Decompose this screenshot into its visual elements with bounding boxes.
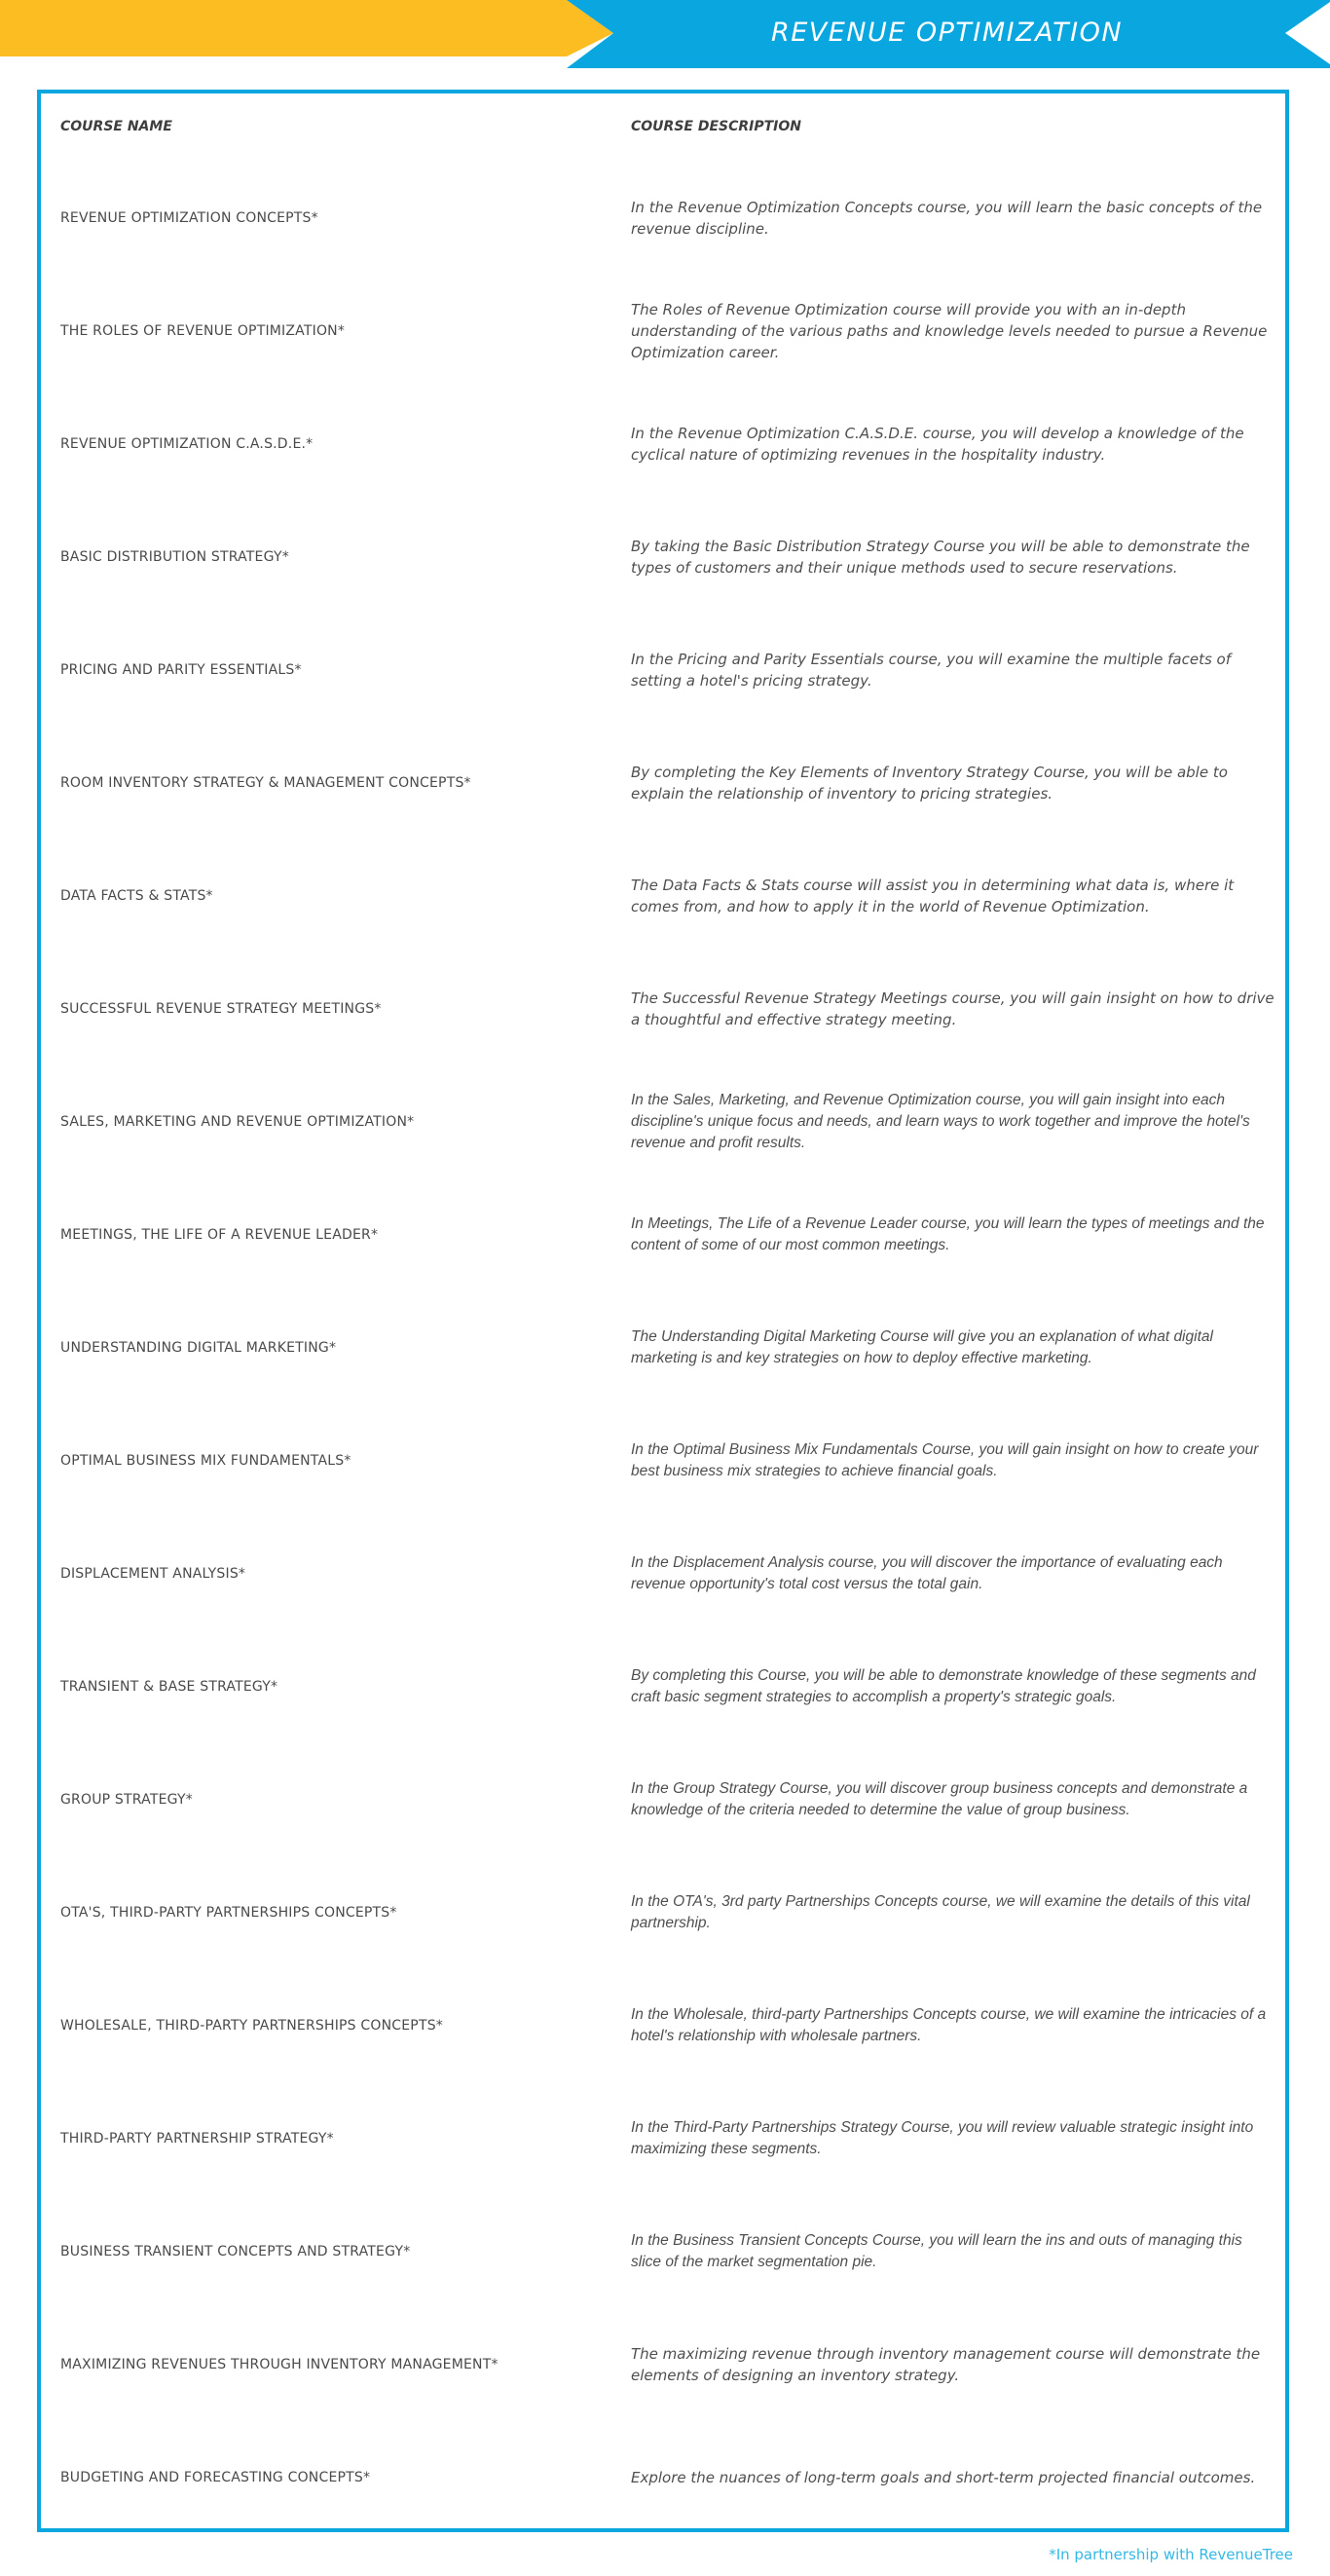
table-row <box>41 1517 1285 1630</box>
table-row <box>41 2082 1285 2195</box>
table-row <box>41 501 1285 614</box>
table-row <box>41 1856 1285 1969</box>
course-description: By taking the Basic Distribution Strategy Course you will be able to demonstrate the types of customers and their unique methods used to secure reservations. <box>631 538 1250 577</box>
table-row <box>41 2308 1285 2421</box>
course-description: In the Optimal Business Mix Fundamentals Course, you will gain insight on how to create your best business mix strategies to achieve financial goals. <box>631 1441 1259 1479</box>
course-name: DATA FACTS & STATS* <box>60 888 213 904</box>
course-name: BUSINESS TRANSIENT CONCEPTS AND STRATEGY* <box>60 2244 411 2259</box>
table-row <box>41 2195 1285 2308</box>
course-name: WHOLESALE, THIRD-PARTY PARTNERSHIPS CONCEPTS* <box>60 2018 443 2034</box>
course-name: ROOM INVENTORY STRATEGY & MANAGEMENT CONCEPTS* <box>60 775 471 791</box>
table-row <box>41 2421 1285 2534</box>
course-description: Explore the nuances of long-term goals and short-term projected financial outcomes. <box>631 2469 1256 2486</box>
course-description: In the Revenue Optimization Concepts course, you will learn the basic concepts of the revenue discipline. <box>631 199 1263 238</box>
course-name: SUCCESSFUL REVENUE STRATEGY MEETINGS* <box>60 1001 382 1017</box>
course-description: In the Displacement Analysis course, you will discover the importance of evaluating each revenue opportunity's total cost versus the total gain. <box>631 1554 1223 1592</box>
course-description: In Meetings, The Life of a Revenue Leader course, you will learn the types of meetings and the content of some of our most common meetings. <box>631 1215 1265 1253</box>
course-name: PRICING AND PARITY ESSENTIALS* <box>60 662 302 678</box>
course-name: REVENUE OPTIMIZATION CONCEPTS* <box>60 210 318 226</box>
course-description: In the Business Transient Concepts Course, you will learn the ins and outs of managing this slice of the market segmentation pie. <box>631 2232 1242 2270</box>
course-description: In the Sales, Marketing, and Revenue Optimization course, you will gain insight into each discipline's unique focus and needs, and learn ways to work together and improve the hotel's revenue and profit results. <box>631 1092 1250 1151</box>
course-description: In the Revenue Optimization C.A.S.D.E. course, you will develop a knowledge of the cyclical nature of optimizing revenues in the hospitality industry. <box>631 425 1244 464</box>
table-header-row <box>41 93 1285 162</box>
course-name: UNDERSTANDING DIGITAL MARKETING* <box>60 1340 337 1356</box>
partnership-footnote: *In partnership with RevenueTree <box>1049 2546 1293 2563</box>
table-row <box>41 1630 1285 1743</box>
course-name: OPTIMAL BUSINESS MIX FUNDAMENTALS* <box>60 1453 351 1469</box>
course-name: BASIC DISTRIBUTION STRATEGY* <box>60 549 289 565</box>
table-row <box>41 275 1285 388</box>
course-description: In the Group Strategy Course, you will discover group business concepts and demonstrate a knowledge of the criteria needed to determine the value of group business. <box>631 1780 1248 1818</box>
course-description: In the Pricing and Parity Essentials course, you will examine the multiple facets of setting a hotel's pricing strategy. <box>631 651 1231 690</box>
table-row <box>41 952 1285 1065</box>
course-description: By completing this Course, you will be able to demonstrate knowledge of these segments and craft basic segment strategies to accomplish a property's strategic goals. <box>631 1667 1256 1705</box>
banner-yellow-arrow <box>0 0 613 56</box>
course-name: REVENUE OPTIMIZATION C.A.S.D.E.* <box>60 436 314 452</box>
course-description: In the OTA's, 3rd party Partnerships Concepts course, we will examine the details of this vital partnership. <box>631 1893 1250 1931</box>
course-description: In the Third-Party Partnerships Strategy Course, you will review valuable strategic insight into maximizing these segments. <box>631 2119 1254 2157</box>
table-row <box>41 1065 1285 1178</box>
column-header-course-description: COURSE DESCRIPTION <box>631 119 802 134</box>
course-name: MEETINGS, THE LIFE OF A REVENUE LEADER* <box>60 1227 379 1243</box>
page-title: REVENUE OPTIMIZATION <box>770 18 1124 48</box>
course-description: In the Wholesale, third-party Partnerships Concepts course, we will examine the intricacies of a hotel's relationship with wholesale partners. <box>631 2006 1267 2044</box>
table-row <box>41 727 1285 840</box>
course-name: THIRD-PARTY PARTNERSHIP STRATEGY* <box>60 2131 334 2147</box>
course-name: THE ROLES OF REVENUE OPTIMIZATION* <box>60 323 346 339</box>
table-row <box>41 162 1285 275</box>
course-name: DISPLACEMENT ANALYSIS* <box>60 1566 246 1582</box>
course-description: The Roles of Revenue Optimization course will provide you with an in-depth understanding of the various paths and knowledge levels needed to pursue a Revenue Optimization career. <box>631 301 1268 361</box>
header-banner <box>0 0 1330 68</box>
table-row <box>41 1291 1285 1404</box>
course-name: TRANSIENT & BASE STRATEGY* <box>60 1679 278 1695</box>
course-name: MAXIMIZING REVENUES THROUGH INVENTORY MANAGEMENT* <box>60 2357 499 2372</box>
course-name: GROUP STRATEGY* <box>60 1792 193 1808</box>
table-row <box>41 840 1285 952</box>
course-name: BUDGETING AND FORECASTING CONCEPTS* <box>60 2470 371 2485</box>
course-description: The maximizing revenue through inventory management course will demonstrate the elements of designing an inventory strategy. <box>631 2345 1261 2384</box>
table-row <box>41 388 1285 501</box>
table-row <box>41 1404 1285 1517</box>
table-row <box>41 1969 1285 2082</box>
course-description: By completing the Key Elements of Inventory Strategy Course, you will be able to explain the relationship of inventory to pricing strategies. <box>631 764 1228 803</box>
course-description: The Data Facts & Stats course will assist you in determining what data is, where it comes from, and how to apply it in the world of Revenue Optimization. <box>631 877 1235 915</box>
course-name: SALES, MARKETING AND REVENUE OPTIMIZATION* <box>60 1114 415 1130</box>
course-description: The Understanding Digital Marketing Course will give you an explanation of what digital marketing is and key strategies on how to deploy effective marketing. <box>631 1328 1213 1366</box>
table-row <box>41 614 1285 727</box>
column-header-course-name: COURSE NAME <box>60 119 172 134</box>
course-name: OTA'S, THIRD-PARTY PARTNERSHIPS CONCEPTS* <box>60 1905 397 1921</box>
table-row <box>41 1178 1285 1291</box>
table-row <box>41 1743 1285 1856</box>
course-description: The Successful Revenue Strategy Meetings course, you will gain insight on how to drive a thoughtful and effective strategy meeting. <box>631 989 1275 1028</box>
course-table <box>37 90 1289 2532</box>
